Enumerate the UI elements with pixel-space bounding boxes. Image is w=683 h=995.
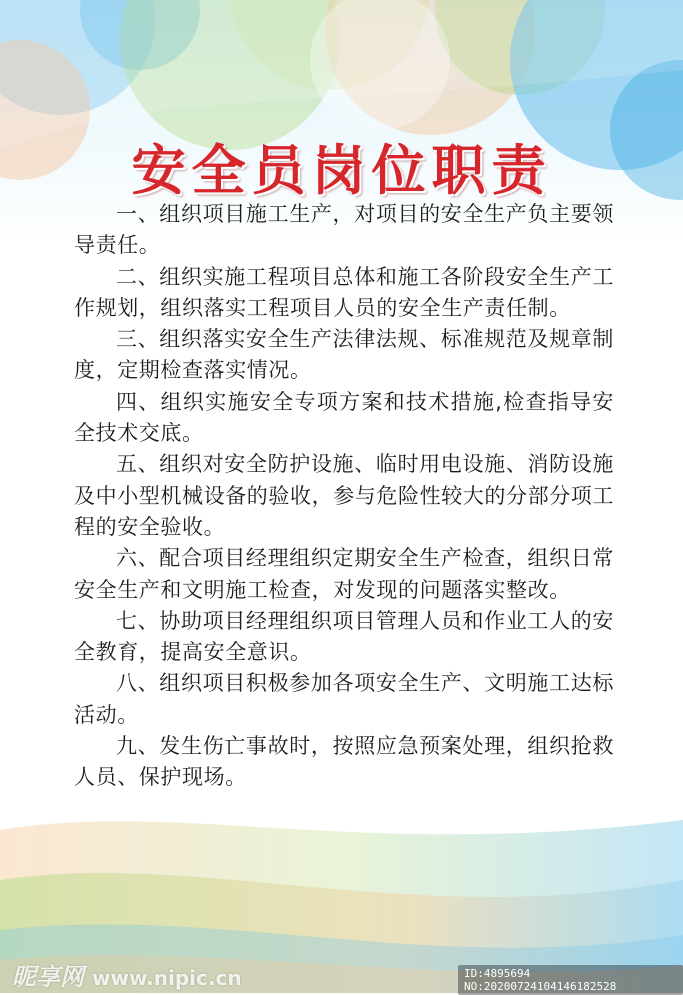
watermark-logo-text: 昵享网 bbox=[12, 963, 84, 991]
watermark-site: www.nipic.cn bbox=[92, 966, 242, 990]
watermark-id: ID:4895694 NO:20200724104146182528 bbox=[458, 965, 683, 995]
duty-item: 八、组织项目积极参加各项安全生产、文明施工达标活动。 bbox=[74, 671, 614, 727]
duty-item: 四、组织实施安全专项方案和技术措施,检查指导安全技术交底。 bbox=[74, 389, 614, 446]
duty-item: 六、配合项目经理组织定期安全生产检查，组织日常安全生产和文明施工检查，对发现的问题落实整改。 bbox=[74, 546, 614, 602]
poster-title: 安全员岗位职责 bbox=[131, 139, 552, 202]
duty-list bbox=[74, 199, 614, 794]
duty-item: 五、组织对安全防护设施、临时用电设施、消防设施及中小型机械设备的验收，参与危险性较大的分部分项工程的安全验收。 bbox=[74, 452, 614, 539]
duty-item: 七、协助项目经理组织项目管理人员和作业工人的安全教育，提高安全意识。 bbox=[74, 608, 614, 665]
duty-item: 九、发生伤亡事故时，按照应急预案处理，组织抢救人员、保护现场。 bbox=[74, 734, 614, 790]
watermark-logo bbox=[12, 957, 242, 992]
duty-item: 二、组织实施工程项目总体和施工各阶段安全生产工作规划，组织落实工程项目人员的安全生产责任制。 bbox=[74, 264, 614, 320]
duty-item: 三、组织落实安全生产法律法规、标准规范及规章制度，定期检查落实情况。 bbox=[74, 327, 614, 383]
duty-item: 一、组织项目施工生产，对项目的安全生产负主要领导责任。 bbox=[74, 202, 614, 258]
